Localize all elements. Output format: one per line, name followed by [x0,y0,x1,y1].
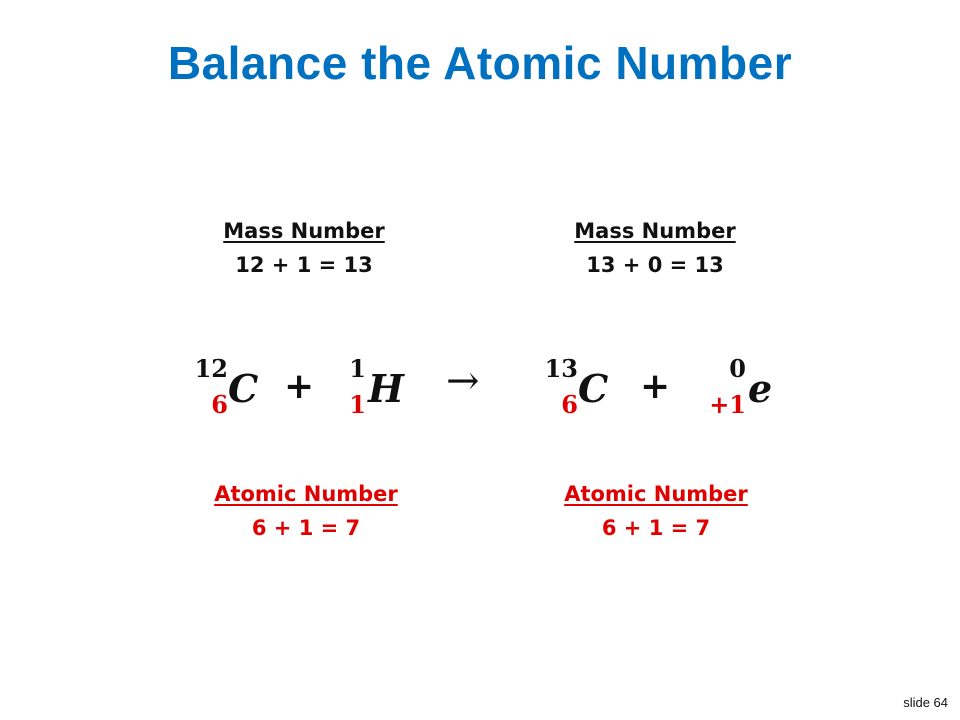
plus-sign: + [284,366,315,407]
atomic-number: 6 [561,390,578,419]
mass-number: 12 [194,354,228,383]
mass-number: 13 [544,354,578,383]
atomic-number-right [526,477,786,545]
mass-number-right-heading: Mass Number [574,219,736,243]
element-symbol: H [368,366,404,411]
element-symbol: e [748,366,773,411]
slide-title: Balance the Atomic Number [167,37,793,89]
atomic-number-right-heading: Atomic Number [564,482,748,506]
mass-number-right-sum: 13 + 0 = 13 [586,253,724,277]
atomic-number-left-heading: Atomic Number [214,482,398,506]
mass-number-left-sum: 12 + 1 = 13 [235,253,373,277]
atomic-number: 6 [211,390,228,419]
reaction-arrow: → [446,358,480,404]
mass-number: 1 [349,354,366,383]
atomic-number-right-sum: 6 + 1 = 7 [601,516,711,540]
nuclear-equation [0,340,960,440]
mass-number-right [525,214,785,282]
mass-number-left-heading: Mass Number [223,219,385,243]
slide-number: slide 64 [903,695,948,710]
mass-number: 0 [729,354,746,383]
atomic-number: +1 [709,390,746,419]
element-symbol: C [578,366,609,411]
atomic-number-left [176,477,436,545]
element-symbol: C [228,366,259,411]
mass-number-left [174,214,434,282]
atomic-number-left-sum: 6 + 1 = 7 [251,516,361,540]
atomic-number: 1 [349,390,366,419]
plus-sign: + [640,366,671,407]
